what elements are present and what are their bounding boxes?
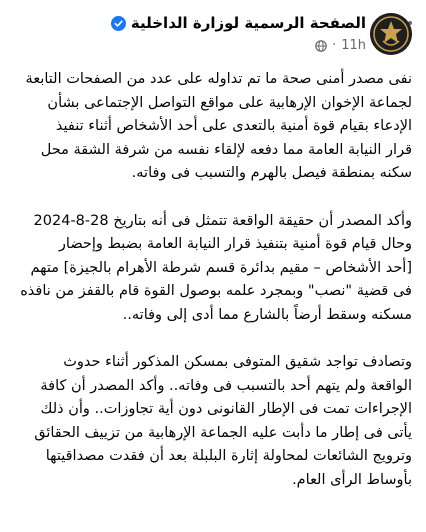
paragraph-2 xyxy=(14,210,412,328)
verified-badge-icon xyxy=(111,16,126,31)
paragraph-1 xyxy=(14,68,412,186)
text-line: نفى مصدر أمنى صحة ما تم تداوله على عدد من الصفحات التابعة xyxy=(25,71,412,87)
text-line: وتصادف تواجد شقيق المتوفى بمسكن المذكور أثناء حدوث xyxy=(63,354,412,370)
globe-icon[interactable] xyxy=(315,40,327,52)
post-time[interactable]: 11h xyxy=(341,38,366,53)
text-line: بأوساط الرأى العام. xyxy=(292,471,412,488)
paragraph-3 xyxy=(14,351,412,492)
post-header xyxy=(0,8,426,62)
page-name-link[interactable] xyxy=(111,14,366,32)
text-line: سكنه بمنطقة فيصل بالهرم والتسبب فى وفاته. xyxy=(131,165,412,181)
text-line: قرار النيابة العامة مما دفعه لإلقاء نفسه من شرفة الشقة محل xyxy=(40,141,412,158)
text-line: الواقعة ولم يتهم أحد بالتسبب فى وفاته.. وأكد المصدر أن كافة xyxy=(40,377,412,394)
text-line: وحال قيام قوة أمنية بتنفيذ قرار النيابة العامة بضبط وإحضار xyxy=(58,236,412,252)
ministry-emblem-icon xyxy=(370,13,412,55)
text-line: يأتى فى إطار ما دأبت عليه الجماعة الإرهابية من تزييف الحقائق xyxy=(34,424,412,441)
meta-separator: · xyxy=(332,38,337,53)
text-line: [أحد الأشخاص – مقيم بدائرة قسم شرطة الأهرام بالجيزة] متهم xyxy=(30,259,412,276)
text-line: فى قضية "نصب" وبمجرد علمه بوصول القوة قام بالقفز من نافذه xyxy=(20,283,412,299)
paragraph-gap xyxy=(14,327,412,351)
paragraph-gap xyxy=(14,186,412,210)
avatar[interactable] xyxy=(370,13,412,55)
page-name: الصفحة الرسمية لوزارة الداخلية xyxy=(130,14,366,32)
post-body xyxy=(14,68,412,492)
text-line: لجماعة الإخوان الإرهابية على مواقع التواصل الإجتماعى بشأن xyxy=(47,94,412,111)
post-meta xyxy=(315,38,366,53)
text-line: الإدعاء بقيام قوة أمنية بالتعدى على أحد الأشخاص أثناء تنفيذ xyxy=(55,118,412,134)
text-line: الإجراءات تمت فى الإطار القانونى دون أية تجاوزات.. وأن ذلك xyxy=(40,401,412,417)
text-line: وترويج الشائعات لمحاولة إثارة البلبلة بعد أن فقدت مصداقيتها xyxy=(45,448,412,464)
text-line: وأكد المصدر أن حقيقة الواقعة تتمثل فى أنه بتاريخ 28-8-2024 xyxy=(33,212,412,229)
text-line: مسكنه وسقط أرضاً بالشارع مما أدى إلى وفاته.. xyxy=(122,306,412,323)
